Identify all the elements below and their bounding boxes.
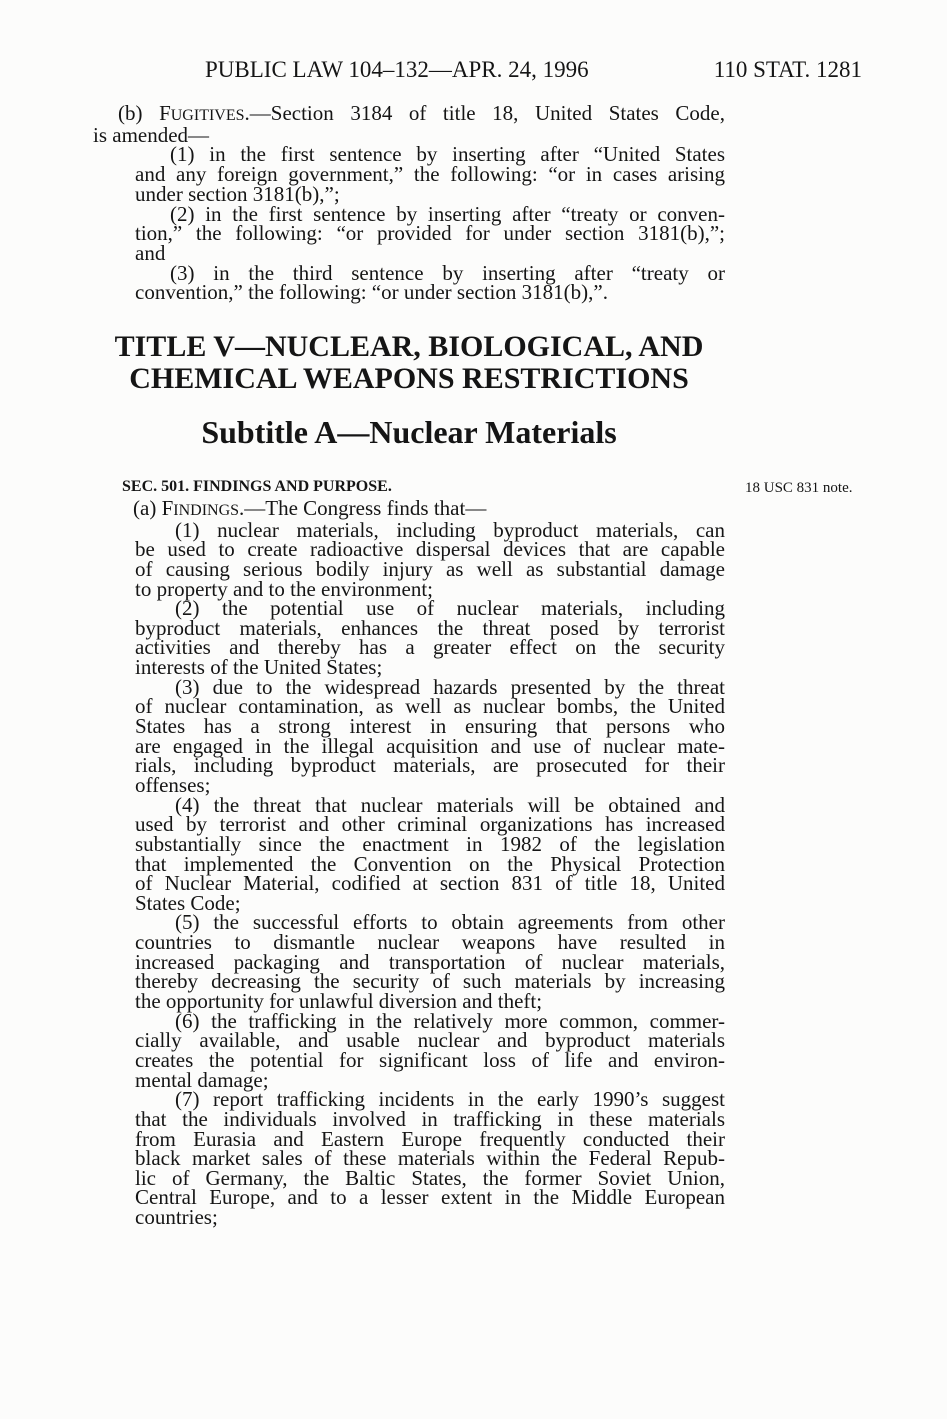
text-line: (3) due to the widespread hazards presented by the threat bbox=[175, 674, 725, 699]
text-line: used by terrorist and other criminal organizations has increased bbox=[135, 812, 725, 837]
subsection-heading: FUGITIVES bbox=[159, 101, 245, 125]
text-line: under section 3181(b),”; bbox=[135, 181, 340, 206]
text-line: rials, including byproduct materials, are prosecuted for their bbox=[135, 753, 725, 778]
stat-page-number: 110 STAT. 1281 bbox=[713, 57, 862, 82]
text-line: (1) nuclear materials, including byproduct materials, can bbox=[175, 517, 725, 542]
text-line: (7) report trafficking incidents in the early 1990’s suggest bbox=[175, 1087, 725, 1112]
text-line: cially available, and usable nuclear and byproduct materials bbox=[135, 1028, 725, 1053]
title-line: CHEMICAL WEAPONS RESTRICTIONS bbox=[129, 362, 689, 395]
text-line: that implemented the Convention on the Physical Protection bbox=[135, 851, 725, 876]
text-line: (3) in the third sentence by inserting after “treaty or bbox=[170, 260, 725, 285]
paragraph-first-line bbox=[118, 101, 725, 126]
subsection-heading: FINDINGS bbox=[161, 496, 240, 520]
text-line: to property and to the environment; bbox=[135, 576, 434, 601]
subsection-label: (a) bbox=[133, 496, 157, 520]
text-line: byproduct materials, enhances the threat posed by terrorist bbox=[135, 615, 725, 640]
text-line: substantially since the enactment in 1982 of the legislation bbox=[135, 831, 725, 856]
text-line: States Code; bbox=[135, 890, 241, 915]
text-line: thereby decreasing the security of such materials by increasing bbox=[135, 969, 725, 994]
subsection-text: .—Section 3184 of title 18, United States Code, bbox=[244, 101, 725, 125]
text-line: of causing serious bodily injury as well as substantial damage bbox=[135, 556, 725, 581]
subsection-text: .—The Congress finds that— bbox=[239, 496, 487, 520]
text-line: tion,” the following: “or provided for under section 3181(b),”; bbox=[135, 221, 725, 246]
text-line: activities and thereby has a greater effect on the security bbox=[135, 635, 725, 660]
text-line: lic of Germany, the Baltic States, the former Soviet Union, bbox=[135, 1165, 725, 1190]
text-line: is amended— bbox=[93, 122, 210, 147]
text-line: increased packaging and transportation of nuclear materials, bbox=[135, 949, 725, 974]
text-line: black market sales of these materials within the Federal Repub- bbox=[135, 1146, 725, 1171]
text-line: interests of the United States; bbox=[135, 655, 383, 680]
subsection-b-fugitives bbox=[93, 101, 725, 305]
text-line: countries to dismantle nuclear weapons have resulted in bbox=[135, 930, 725, 955]
margin-note: 18 USC 831 note. bbox=[745, 480, 853, 496]
text-line: creates the potential for significant loss of life and environ- bbox=[135, 1047, 725, 1072]
text-line: countries; bbox=[135, 1205, 218, 1230]
text-line: of Nuclear Material, codified at section 831 of title 18, United bbox=[135, 871, 725, 896]
text-line: that the individuals involved in trafficking in these materials bbox=[135, 1106, 725, 1131]
subtitle-heading: Subtitle A—Nuclear Materials bbox=[201, 414, 617, 450]
text-line: Central Europe, and to a lesser extent in the Middle European bbox=[135, 1185, 725, 1210]
text-line: and any foreign government,” the following: “or in cases arising bbox=[135, 162, 725, 187]
text-line: of nuclear contamination, as well as nuclear bombs, the United bbox=[135, 694, 725, 719]
running-head: PUBLIC LAW 104–132—APR. 24, 1996 bbox=[205, 57, 589, 82]
text-line: are engaged in the illegal acquisition and use of nuclear mate- bbox=[135, 733, 725, 758]
text-line: (4) the threat that nuclear materials will be obtained and bbox=[175, 792, 725, 817]
title-heading bbox=[93, 331, 725, 395]
text-line: (6) the trafficking in the relatively more common, commer- bbox=[175, 1008, 725, 1033]
text-line: States has a strong interest in ensuring that persons who bbox=[135, 714, 725, 739]
text-line: (2) in the first sentence by inserting after “treaty or conven- bbox=[170, 201, 725, 226]
text-line: the opportunity for unlawful diversion and theft; bbox=[135, 989, 543, 1014]
text-line: (5) the successful efforts to obtain agreements from other bbox=[175, 910, 725, 935]
text-line: from Eurasia and Eastern Europe frequently conducted their bbox=[135, 1126, 725, 1151]
subsection-a-findings bbox=[93, 496, 725, 1230]
section-heading: SEC. 501. FINDINGS AND PURPOSE. bbox=[122, 478, 392, 495]
text-line: offenses; bbox=[135, 772, 211, 797]
text-line: (2) the potential use of nuclear materials, including bbox=[175, 596, 725, 621]
subsection-label: (b) bbox=[118, 101, 143, 125]
title-line: TITLE V—NUCLEAR, BIOLOGICAL, AND bbox=[114, 330, 704, 363]
text-line: be used to create radioactive dispersal devices that are capable bbox=[135, 537, 725, 562]
text-line: mental damage; bbox=[135, 1067, 269, 1092]
text-line: (1) in the first sentence by inserting after “United States bbox=[170, 142, 725, 167]
text-line: and bbox=[135, 240, 166, 265]
text-line: convention,” the following: “or under section 3181(b),”. bbox=[135, 280, 608, 305]
